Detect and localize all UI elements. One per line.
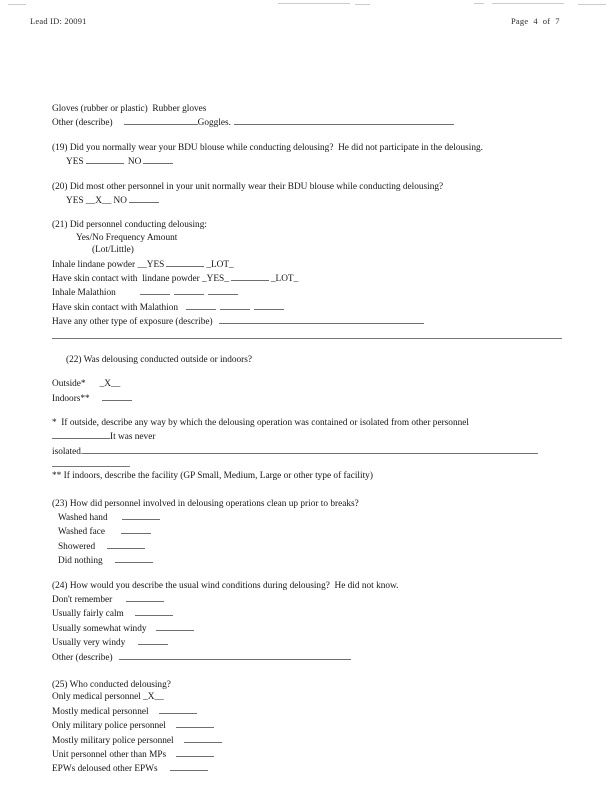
q23-option-2-label: Showered [58,541,96,552]
q21-row-0-label: Inhale lindane powder [52,259,136,270]
q23-option-showered [52,539,562,553]
q24-text: How would you describe the usual wind conditions during delousing? He did not know. [69,580,399,591]
q22-outside-answer-blank[interactable] [52,429,110,439]
q25-option-4-blank[interactable] [176,747,214,757]
q24-other-row [52,650,562,664]
q21-row-2-frequency-blank[interactable] [174,285,204,295]
q20-yes-label: YES [66,196,84,207]
question-22 [52,354,562,366]
q22-outside-answer-1: It was never [110,432,156,443]
q21-row-0-yesno[interactable]: __YES [137,259,165,270]
q19-yes-blank[interactable] [86,154,124,164]
q23-option-3-label: Did nothing [58,556,103,567]
page-number: 4 [533,16,538,26]
scan-artifact [8,4,26,5]
q23-number: (23) [52,498,68,509]
q23-option-0-label: Washed hand [58,512,108,523]
q25-option-5-label: EPWs deloused other EPWs [52,764,158,775]
q23-option-did-nothing [52,553,562,567]
q25-option-5-blank[interactable] [170,761,208,771]
lead-id-label: Lead ID: [30,16,63,26]
q24-option-0-label: Don't remember [52,594,113,605]
q22-footnote-outside-answer-row [52,429,562,443]
q22-footnote-indoors: ** If indoors, describe the facility (GP Small, Medium, Large or other type of facility) [52,471,373,482]
q24-other-blank[interactable] [119,650,351,660]
form-body [52,103,562,776]
q24-option-2-blank[interactable] [156,621,194,631]
q22-footnote-outside-answer-row-2 [52,444,562,458]
q19-number: (19) [52,142,68,153]
q24-option-3-blank[interactable] [138,635,168,645]
page-of-label: of [542,16,551,26]
page-label: Page [511,16,529,26]
q21-other-blank[interactable] [219,314,424,324]
q25-option-2-blank[interactable] [176,718,214,728]
lead-id-header [30,16,87,26]
q25-option-mostly-mp [52,733,562,747]
q21-row-inhale-lindane [52,257,562,271]
q25-number: (25) [52,680,68,690]
q24-option-1-label: Usually fairly calm [52,609,124,620]
page-number-header [511,16,560,26]
q21-text: Did personnel conducting delousing: [69,220,207,231]
q25-option-3-label: Mostly military police personnel [52,735,174,746]
scan-artifact [355,4,370,5]
ppe-other-row [52,115,562,129]
q22-outside-answer-rule[interactable] [83,444,538,454]
q19-no-label: NO [127,157,142,168]
question-20 [52,181,562,193]
gloves-line: Gloves (rubber or plastic) Rubber gloves [52,104,207,114]
question-21 [52,219,562,231]
q23-option-3-blank[interactable] [115,553,153,563]
q25-option-unit-personnel [52,747,562,761]
q21-row-3-yesno-blank[interactable] [186,300,216,310]
q22-text: Was delousing conducted outside or indoors? [83,354,253,365]
footnote-divider [52,466,130,467]
q22-outside-label: Outside* [52,379,86,390]
q21-number: (21) [52,220,68,231]
question-19 [52,142,562,154]
q21-row-3-frequency-blank[interactable] [220,300,250,310]
q20-no-blank[interactable] [129,193,159,203]
q25-option-1-blank[interactable] [159,704,197,714]
q24-option-fairly-calm [52,606,562,620]
question-24 [52,580,562,592]
q20-number: (20) [52,181,68,192]
ppe-other-label: Other (describe) [52,118,113,129]
q21-row-2-amount-blank[interactable] [208,285,238,295]
q22-indoors-row [52,391,562,405]
q24-other-label: Other (describe) [52,652,113,663]
q25-option-1-label: Mostly medical personnel [52,706,149,717]
q20-no-label: NO [113,196,127,207]
q21-column-subheader: (Lot/Little) [92,245,134,256]
q20-answer-row [52,193,562,207]
q19-text: Did you normally wear your BDU blouse while conducting delousing? He did not participate in the delousing. [69,142,483,153]
q21-other-exposure-row [52,314,562,328]
q24-number: (24) [52,580,68,591]
q21-row-3-amount-blank[interactable] [254,300,284,310]
q23-option-0-blank[interactable] [122,510,160,520]
question-23 [52,498,562,510]
q20-yes-value[interactable]: __X__ [85,196,112,207]
q22-outside-value[interactable]: _X__ [99,379,121,390]
q21-row-2-yesno-blank[interactable] [140,285,170,295]
q23-option-1-blank[interactable] [121,524,151,534]
question-25 [52,679,562,691]
scan-artifact [578,4,606,5]
q24-option-dont-remember [52,592,562,606]
q25-option-4-label: Unit personnel other than MPs [52,750,167,761]
q21-row-skin-lindane [52,271,562,285]
q21-row-1-yesno[interactable]: _YES_ [202,274,229,285]
q25-option-mostly-medical [52,704,562,718]
lead-id-value: 20091 [64,16,87,26]
q21-other-label: Have any other type of exposure (describe) [52,317,213,328]
q23-option-washed-hand [52,510,562,524]
q25-option-only-mp [52,718,562,732]
scan-artifact [474,3,484,4]
q21-row-0-amount[interactable]: _LOT_ [206,259,234,270]
scan-artifact [278,3,350,4]
q22-outside-row [52,378,562,390]
q25-option-2-label: Only military police personnel [52,721,166,732]
q22-outside-answer-2: isolated. [52,446,84,457]
q19-no-blank[interactable] [143,154,173,164]
q24-option-3-label: Usually very windy [52,638,126,649]
q23-option-2-blank[interactable] [107,539,145,549]
q21-row-1-frequency-blank[interactable] [231,271,269,281]
q21-row-2-label: Inhale Malathion [52,288,116,299]
q25-option-0-value[interactable]: _X__ [143,692,164,703]
ppe-other-value: Goggles. [197,118,231,129]
ppe-other-rule[interactable] [234,115,454,125]
q25-option-3-blank[interactable] [184,733,222,743]
q22-indoors-blank[interactable] [102,391,132,401]
q24-option-1-blank[interactable] [135,606,173,616]
q21-row-0-frequency-blank[interactable] [166,257,204,267]
q20-text: Did most other personnel in your unit normally wear their BDU blouse while conducting delousing? [69,181,444,192]
scan-artifact [492,3,564,4]
q25-option-only-medical [52,691,562,703]
q23-option-washed-face [52,524,562,538]
q21-row-3-label: Have skin contact with Malathion [52,302,178,313]
q22-footnote-outside: * If outside, describe any way by which the delousing operation was contained or isolated from other personnel [52,417,469,428]
q19-yes-label: YES [66,157,84,168]
q24-option-2-label: Usually somewhat windy [52,623,147,634]
q21-row-skin-malathion [52,300,562,314]
q21-row-1-amount[interactable]: _LOT_ [270,274,299,285]
q25-text: Who conducted delousing? [69,680,171,690]
q23-text: How did personnel involved in delousing operations clean up prior to breaks? [69,498,359,509]
q21-row-inhale-malathion [52,285,562,299]
q22-number: (22) [66,354,82,365]
q21-row-1-label: Have skin contact with lindane powder [52,274,200,285]
q23-option-1-label: Washed face [58,527,105,538]
q22-indoors-label: Indoors** [52,393,90,404]
ppe-other-blank[interactable] [124,115,198,125]
q24-option-0-blank[interactable] [126,592,164,602]
q24-option-very-windy [52,635,562,649]
q24-option-somewhat-windy [52,621,562,635]
q25-option-epws [52,761,562,775]
q21-column-headers: Yes/No Frequency Amount [76,232,178,243]
q25-option-0-label: Only medical personnel [52,692,141,703]
page-total: 7 [555,16,560,26]
q19-answer-row [52,154,562,168]
